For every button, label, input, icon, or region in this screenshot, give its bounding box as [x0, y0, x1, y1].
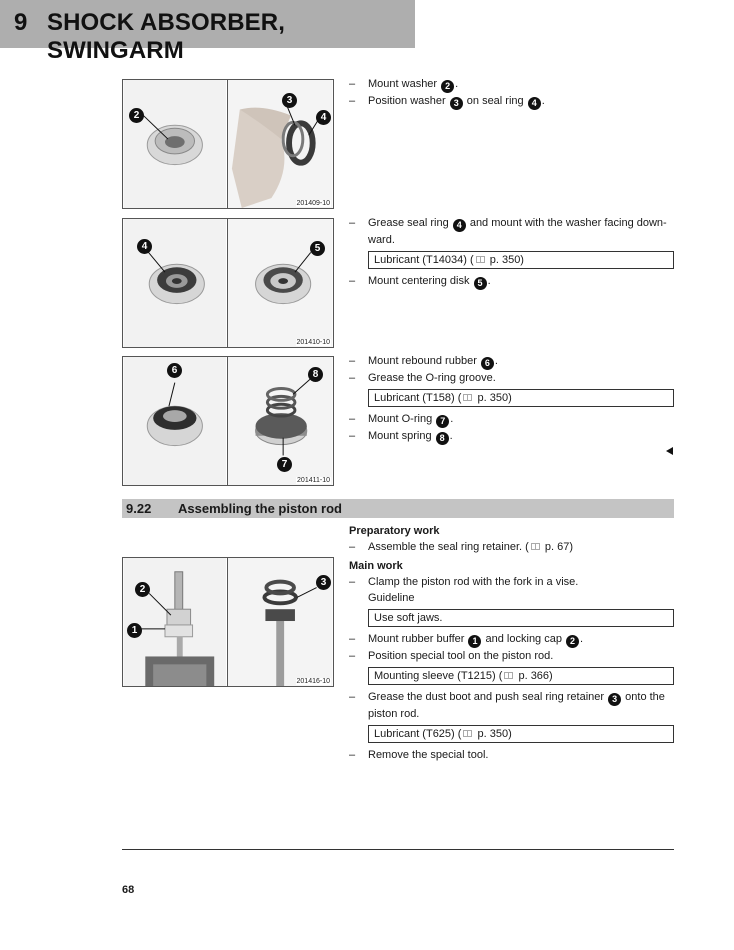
guideline-label: Guideline [368, 592, 415, 604]
piston-rod-photo [123, 558, 333, 686]
page-number: 68 [122, 884, 135, 896]
callout-1: 1 [127, 623, 142, 638]
step-grease-oring-groove: – Grease the O-ring groove. [349, 372, 496, 384]
figure-divider [227, 558, 228, 686]
book-icon [531, 543, 540, 550]
steps-block-4 [349, 523, 674, 763]
guideline-box: Use soft jaws. [368, 609, 674, 627]
figure-id: 201411-10 [297, 477, 330, 484]
step-mount-rebound-rubber: – Mount rebound rubber 6 . [349, 355, 498, 368]
figure-id: 201409-10 [296, 200, 330, 207]
callout-3: 3 [316, 575, 331, 590]
step-position-washer: – Position washer 3 on seal ring 4 . [349, 95, 545, 108]
section-heading [122, 499, 674, 518]
callout-2: 2 [135, 582, 150, 597]
special-tool-box: Mounting sleeve (T1215) ( p. 366) [368, 667, 674, 685]
section-number: 9.22 [126, 501, 152, 516]
steps-block-3 [349, 353, 674, 445]
step-mount-spring: – Mount spring 8 . [349, 430, 453, 443]
inline-callout: 8 [436, 432, 449, 445]
inline-callout: 7 [436, 415, 449, 428]
step-position-special-tool: – Position special tool on the piston rod. [349, 650, 554, 662]
figure-divider [227, 357, 228, 485]
figure-divider [227, 219, 228, 347]
step-remove-special-tool: – Remove the special tool. [349, 749, 489, 761]
inline-callout: 3 [608, 693, 621, 706]
figure-divider [227, 80, 228, 208]
step-mount-centering-disk: – Mount centering disk 5 . [349, 275, 491, 288]
figure-201409 [122, 79, 334, 209]
callout-2: 2 [129, 108, 144, 123]
chapter-title: SHOCK ABSORBER, SWINGARM [47, 9, 285, 64]
lubricant-box: Lubricant (T14034) ( p. 350) [368, 251, 674, 269]
inline-callout: 1 [468, 635, 481, 648]
end-of-section-icon [666, 447, 673, 455]
figure-201411 [122, 356, 334, 486]
chapter-number: 9 [14, 9, 28, 36]
callout-6: 6 [167, 363, 182, 378]
chapter-header [0, 0, 415, 64]
inline-callout: 5 [474, 277, 487, 290]
inline-callout: 4 [528, 97, 541, 110]
seal-ring-photo [123, 219, 333, 347]
section-title: Assembling the piston rod [178, 501, 342, 516]
steps-block-2 [349, 215, 674, 290]
callout-4: 4 [316, 110, 331, 125]
steps-block-1 [349, 76, 674, 110]
inline-callout: 4 [453, 219, 466, 232]
lubricant-box: Lubricant (T158) ( p. 350) [368, 389, 674, 407]
lubricant-box: Lubricant (T625) ( p. 350) [368, 725, 674, 743]
washer-photo [123, 80, 333, 208]
main-work-label: Main work [349, 560, 403, 572]
figure-201410 [122, 218, 334, 348]
figure-201416 [122, 557, 334, 687]
inline-callout: 2 [441, 80, 454, 93]
inline-callout: 3 [450, 97, 463, 110]
book-icon [504, 672, 513, 679]
callout-8: 8 [308, 367, 323, 382]
figure-id: 201416-10 [296, 678, 330, 685]
book-icon [463, 730, 472, 737]
figure-id: 201410-10 [296, 339, 330, 346]
step-mount-rubber-buffer: – Mount rubber buffer 1 and locking cap 2 . [349, 633, 584, 646]
callout-4: 4 [137, 239, 152, 254]
step-mount-oring: – Mount O-ring 7 . [349, 413, 454, 426]
book-icon [476, 256, 485, 263]
step-grease-dust-boot: – Grease the dust boot and push seal ring retainer 3 onto the piston rod. [349, 691, 665, 720]
inline-callout: 2 [566, 635, 579, 648]
step-assemble-retainer: – Assemble the seal ring retainer. ( p. 67) [349, 541, 573, 553]
footer-rule [122, 849, 674, 850]
step-mount-washer: – Mount washer 2 . [349, 78, 459, 91]
step-clamp-piston-rod: – Clamp the piston rod with the fork in a vise. [349, 576, 579, 588]
preparatory-work-label: Preparatory work [349, 525, 440, 537]
rebound-rubber-photo [123, 357, 333, 485]
callout-7: 7 [277, 457, 292, 472]
step-grease-seal-ring: – Grease seal ring 4 and mount with the washer facing down-ward. [349, 217, 667, 246]
callout-5: 5 [310, 241, 325, 256]
book-icon [463, 394, 472, 401]
callout-3: 3 [282, 93, 297, 108]
inline-callout: 6 [481, 357, 494, 370]
